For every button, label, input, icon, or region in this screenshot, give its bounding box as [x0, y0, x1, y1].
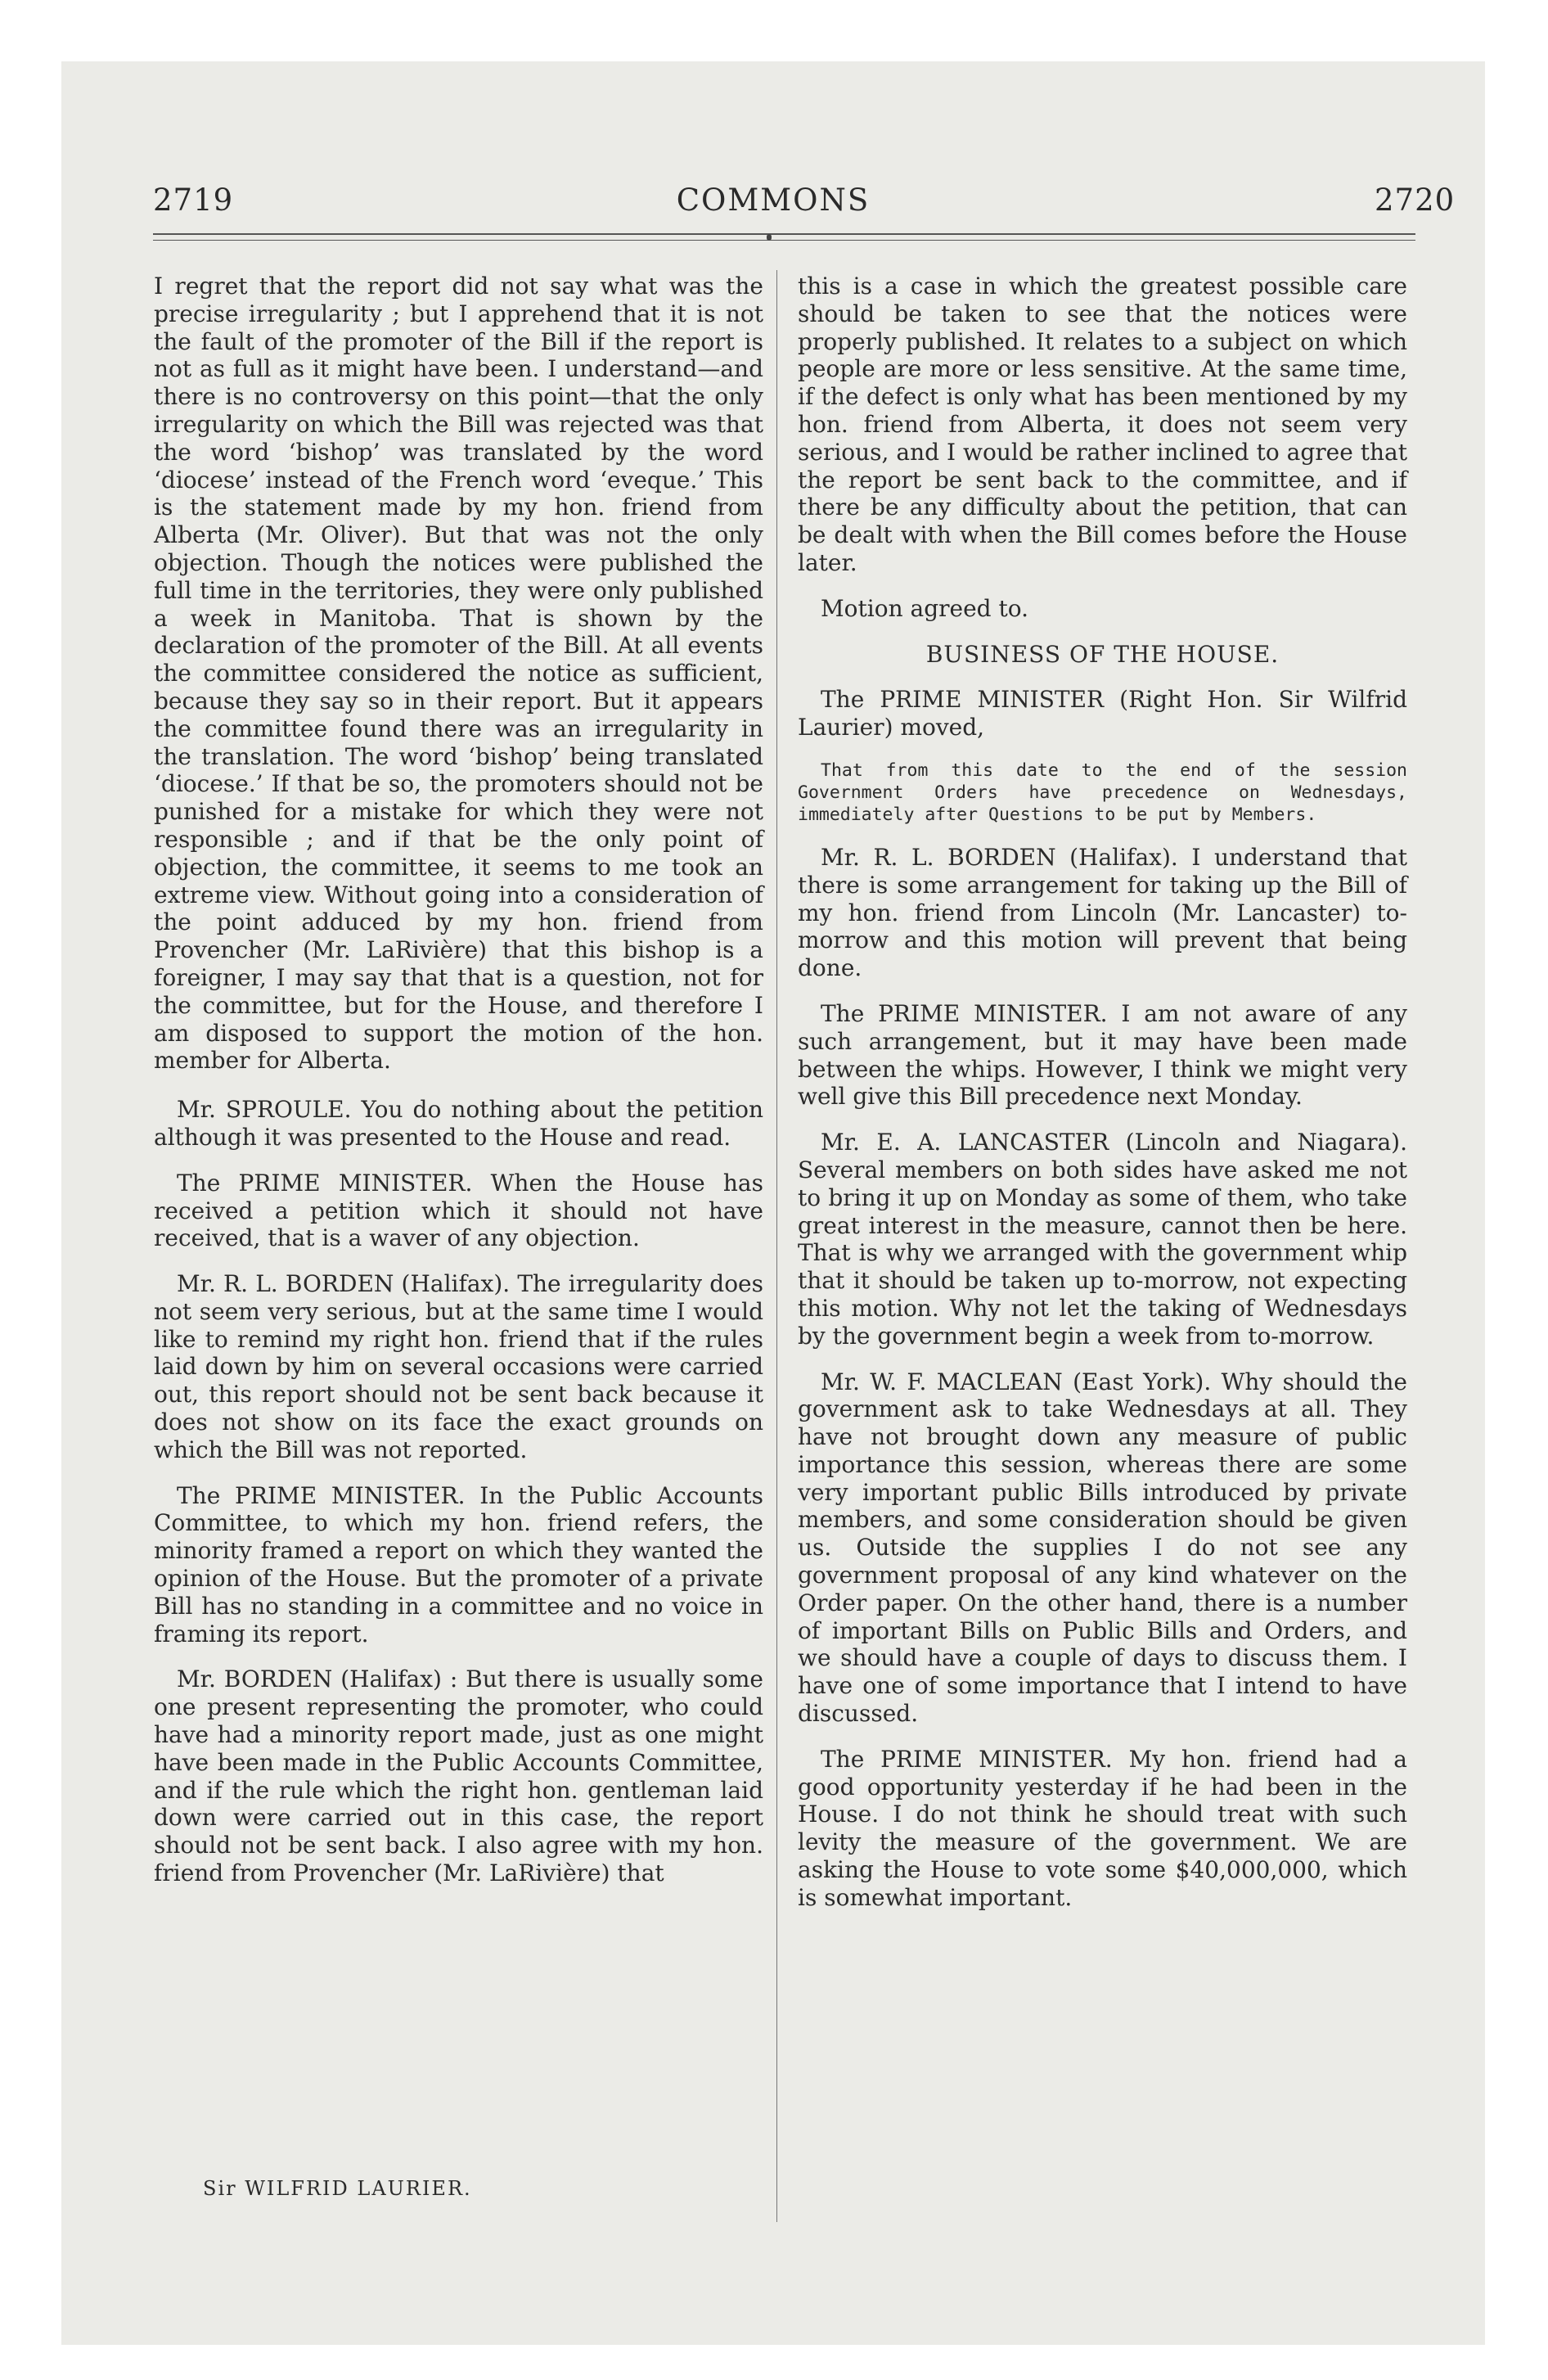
resolution-text: That from this date to the end of the session Government Orders have precedence on Wednesdays, immediately after Questions to be put by Members.: [798, 760, 1407, 825]
right-paragraph-3: The PRIME MINISTER (Right Hon. Sir Wilfrid Laurier) moved,: [798, 686, 1407, 741]
left-paragraph-3: The PRIME MINISTER. When the House has received a petition which it should not have received, that is a waver of any objection.: [154, 1169, 763, 1252]
motion-result: Motion agreed to.: [821, 594, 1029, 622]
hansard-page: [61, 61, 1485, 2345]
right-paragraph-6: Mr. E. A. LANCASTER (Lincoln and Niagara). Several members on both sides have asked me not to bring it up on Monday as some of them, who take great interest in the measure, cannot then be here. That is why we arranged with the government whip that it should be taken up to-morrow, not expecting this motion. Why not let the taking of Wednesdays by the government begin a week from to-morrow.: [798, 1129, 1407, 1350]
right-paragraph-8: The PRIME MINISTER. My hon. friend had a good opportunity yesterday if he had been in the House. I do not think he should treat with such levity the measure of the government. We are asking the House to vote some $40,000,000, which is somewhat important.: [798, 1745, 1407, 1911]
left-paragraph-5: The PRIME MINISTER. In the Public Accounts Committee, to which my hon. friend refers, the minority framed a report on which they wanted the opinion of the House. But the promoter of a private Bill has no standing in a committee and no voice in framing its report.: [154, 1481, 763, 1648]
left-paragraph-6: Mr. BORDEN (Halifax) : But there is usually some one present representing the promoter, who could have had a minority report made, just as one might have been made in the Public Accounts Committee, and if the rule which the right hon. gentleman laid down were carried out in this case, the report should not be sent back. I also agree with my hon. friend from Provencher (Mr. LaRivière) that: [154, 1666, 763, 1887]
left-paragraph-1: I regret that the report did not say what was the precise irregularity ; but I apprehend that it is not the fault of the promoter of the Bill if the report is not as full as it might have been. I understand—and there is no controversy on this point—that the only irregularity on which the Bill was rejected was that the word ‘bishop’ was translated by the word ‘diocese’ instead of the French word ‘eveque.’ This is the statement made by my hon. friend from Alberta (Mr. Oliver). But that was not the only objection. Though the notices were published the full time in the territories, they were only published a week in Manitoba. That is shown by the declaration of the promoter of the Bill. At all events the committee considered the notice as sufficient, because they say so in their report. But it appears the committee found there was an irregularity in the translation. The word ‘bishop’ being translated ‘diocese.’ If that be so, the promoters should not be punished for a mistake for which they were not responsible ; and if that be the only point of objection, the committee, it seems to me took an extreme view. Without going into a consideration of the point adduced by my hon. friend from Provencher (Mr. LaRivière) that this bishop is a foreigner, I may say that that is a question, not for the committee, but for the House, and therefore I am disposed to support the motion of the hon. member for Alberta.: [154, 273, 763, 1075]
right-paragraph-5: The PRIME MINISTER. I am not aware of any such arrangement, but it may have been made between the whips. However, I think we might very well give this Bill precedence next Monday.: [798, 999, 1407, 1111]
left-paragraph-4: Mr. R. L. BORDEN (Halifax). The irregularity does not seem very serious, but at the same time I would like to remind my right hon. friend that if the rules laid down by him on several occasions were carried out, this report should not be sent back because it does not show on its face the exact grounds on which the Bill was not reported.: [154, 1270, 763, 1463]
right-paragraph-4: Mr. R. L. BORDEN (Halifax). I understand that there is some arrangement for taking up the Bill of my hon. friend from Lincoln (Mr. Lancaster) to-morrow and this motion will prevent that being done.: [798, 843, 1407, 982]
left-column: [154, 273, 763, 1905]
section-heading: BUSINESS OF THE HOUSE.: [925, 640, 1280, 668]
column-divider: [776, 270, 777, 2222]
footer-speaker: Sir WILFRID LAURIER.: [203, 2177, 472, 2200]
page-number-right: 2720: [1375, 183, 1456, 218]
page-number-left: 2719: [153, 183, 234, 218]
header-rule-top: [153, 233, 1415, 235]
right-paragraph-1: this is a case in which the greatest possible care should be taken to see that the notices were properly published. It relates to a subject on which people are more or less sensitive. At the same time, if the defect is only what has been mentioned by my hon. friend from Alberta, it does not seem very serious, and I would be rather inclined to agree that the report be sent back to the committee, and if there be any difficulty about the petition, that can be dealt with when the Bill comes before the House later.: [798, 273, 1407, 576]
right-column: [798, 273, 1407, 1930]
header-rule-bottom: [153, 240, 1415, 241]
left-paragraph-2: Mr. SPROULE. You do nothing about the petition although it was presented to the House and read.: [154, 1096, 763, 1151]
right-paragraph-7: Mr. W. F. MACLEAN (East York). Why should the government ask to take Wednesdays at all. They have not brought down any measure of public importance this session, whereas there are some very important public Bills introduced by private members, and some consideration should be given us. Outside the supplies I do not see any government proposal of any kind whatever on the Order paper. On the other hand, there is a number of important Bills on Public Bills and Orders, and we should have a couple of days to discuss them. I have one of some importance that I intend to have discussed.: [798, 1368, 1407, 1728]
header-ornament: [767, 234, 772, 241]
running-head: COMMONS: [676, 183, 871, 218]
